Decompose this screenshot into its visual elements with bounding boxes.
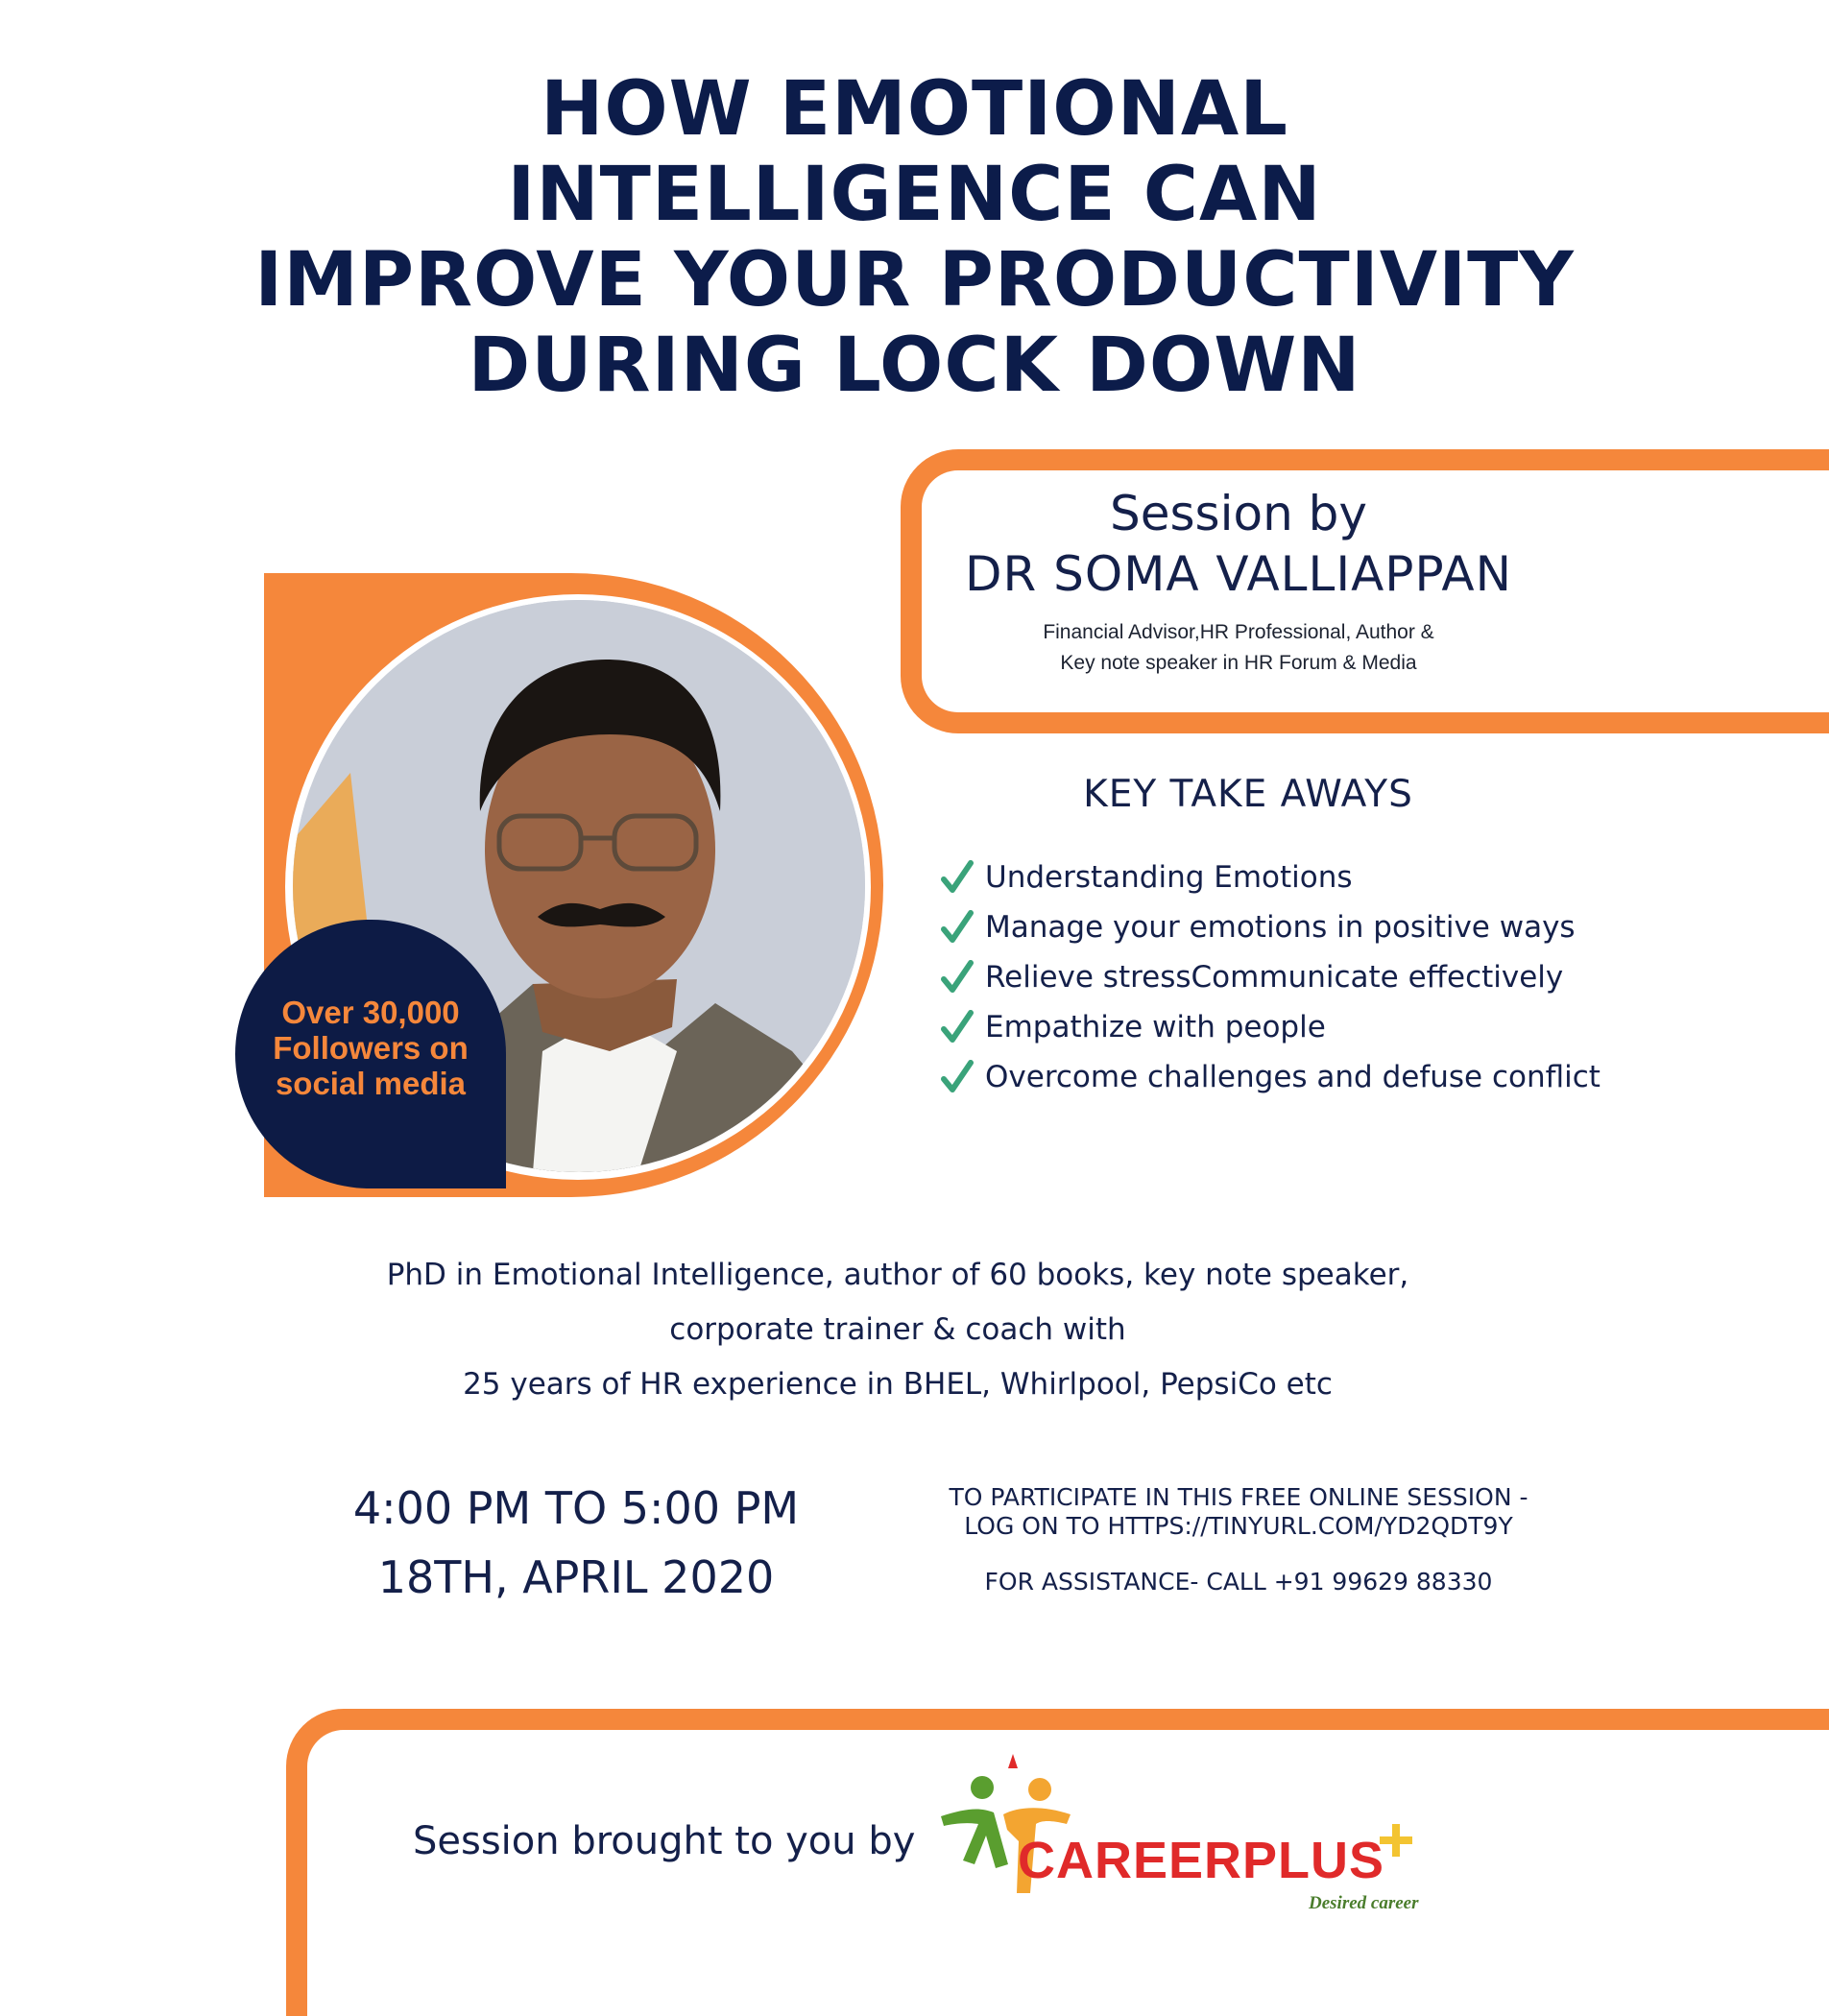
title-line-2: INTELLIGENCE CAN bbox=[507, 152, 1322, 238]
bio-line-2: corporate trainer & coach with bbox=[669, 1312, 1126, 1347]
followers-line-3: social media bbox=[275, 1066, 467, 1101]
list-item bbox=[941, 1002, 1600, 1052]
participation-info bbox=[922, 1483, 1555, 1596]
assistance-phone: FOR ASSISTANCE- CALL +91 99629 88330 bbox=[984, 1568, 1493, 1596]
title-line-3: IMPROVE YOUR PRODUCTIVITY bbox=[254, 237, 1575, 324]
speaker-name: DR SOMA VALLIAPPAN bbox=[964, 546, 1513, 602]
speaker-role bbox=[922, 617, 1555, 679]
checkmark-icon bbox=[941, 1010, 974, 1044]
checkmark-icon bbox=[941, 960, 974, 995]
followers-line-1: Over 30,000 bbox=[281, 995, 460, 1030]
participate-link[interactable]: LOG ON TO HTTPS://TINYURL.COM/YD2QDT9Y bbox=[964, 1512, 1513, 1540]
event-date: 18TH, APRIL 2020 bbox=[377, 1551, 775, 1603]
list-item bbox=[941, 952, 1600, 1002]
bio-line-1: PhD in Emotional Intelligence, author of 60 books, key note speaker, bbox=[386, 1258, 1409, 1292]
title-line-4: DURING LOCK DOWN bbox=[468, 323, 1361, 409]
speaker-role-line-1: Financial Advisor,HR Professional, Author & bbox=[1043, 621, 1434, 643]
takeaway-text: Relieve stressCommunicate effectively bbox=[985, 960, 1564, 995]
bio-line-3: 25 years of HR experience in BHEL, Whirlpool, PepsiCo etc bbox=[463, 1367, 1333, 1402]
followers-badge bbox=[235, 920, 506, 1188]
list-item bbox=[941, 902, 1600, 952]
checkmark-icon bbox=[941, 1060, 974, 1094]
title-line-1: HOW EMOTIONAL bbox=[541, 66, 1288, 153]
takeaway-text: Overcome challenges and defuse conflict bbox=[985, 1060, 1600, 1094]
logo-wordmark: CAREERPLUS bbox=[1018, 1832, 1385, 1889]
speaker-bio bbox=[269, 1248, 1527, 1412]
session-by-label: Session by bbox=[1110, 486, 1367, 541]
followers-text bbox=[235, 995, 506, 1101]
list-item bbox=[941, 852, 1600, 902]
speaker-role-line-2: Key note speaker in HR Forum & Media bbox=[1060, 652, 1417, 674]
takeaway-text: Manage your emotions in positive ways bbox=[985, 910, 1576, 945]
logo-tagline: Desired career bbox=[1309, 1893, 1419, 1913]
event-datetime bbox=[326, 1474, 826, 1612]
checkmark-icon bbox=[941, 910, 974, 945]
brought-by-label: Session brought to you by bbox=[413, 1819, 916, 1863]
key-takeaways-list bbox=[941, 852, 1600, 1102]
careerplus-logo bbox=[936, 1749, 1474, 1922]
checkmark-icon bbox=[941, 860, 974, 895]
session-info bbox=[922, 485, 1555, 679]
takeaway-text: Understanding Emotions bbox=[985, 860, 1353, 895]
list-item bbox=[941, 1052, 1600, 1102]
takeaway-text: Empathize with people bbox=[985, 1010, 1326, 1044]
participate-line-1: TO PARTICIPATE IN THIS FREE ONLINE SESSION - bbox=[949, 1483, 1528, 1511]
poster-title bbox=[0, 67, 1829, 409]
followers-line-2: Followers on bbox=[273, 1030, 469, 1066]
key-takeaways-heading: KEY TAKE AWAYS bbox=[1083, 773, 1413, 816]
event-time: 4:00 PM TO 5:00 PM bbox=[352, 1482, 800, 1534]
